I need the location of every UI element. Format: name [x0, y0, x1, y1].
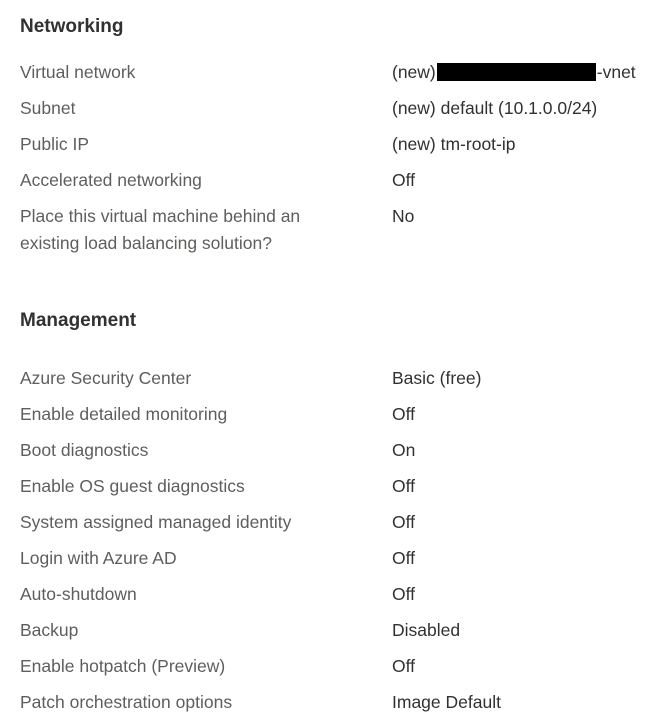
managed-identity-value: Off: [392, 512, 416, 532]
public-ip-label: Public IP: [20, 134, 90, 154]
accelerated-networking-value: Off: [392, 170, 416, 190]
networking-section: [20, 14, 657, 257]
os-guest-diagnostics-label: Enable OS guest diagnostics: [20, 476, 245, 496]
networking-heading: Networking: [20, 16, 124, 37]
load-balancing-row: [20, 203, 657, 257]
virtual-network-suffix: -vnet: [596, 62, 636, 82]
hotpatch-row: [20, 653, 657, 689]
load-balancing-value: No: [392, 206, 415, 226]
hotpatch-value: Off: [392, 656, 416, 676]
os-guest-diagnostics-row: [20, 473, 657, 509]
accelerated-networking-label: Accelerated networking: [20, 170, 202, 190]
subnet-row: [20, 95, 657, 131]
managed-identity-label: System assigned managed identity: [20, 512, 292, 532]
auto-shutdown-row: [20, 581, 657, 617]
virtual-network-label: Virtual network: [20, 62, 136, 82]
public-ip-row: [20, 131, 657, 167]
boot-diagnostics-label: Boot diagnostics: [20, 440, 149, 460]
backup-row: [20, 617, 657, 653]
patch-orchestration-label: Patch orchestration options: [20, 692, 233, 712]
virtual-network-value: [392, 59, 657, 95]
azure-security-center-label: Azure Security Center: [20, 368, 192, 388]
detailed-monitoring-row: [20, 401, 657, 437]
login-azure-ad-row: [20, 545, 657, 581]
management-heading: Management: [20, 310, 137, 331]
auto-shutdown-value: Off: [392, 584, 416, 604]
azure-security-center-value: Basic (free): [392, 368, 482, 388]
patch-orchestration-row: [20, 689, 657, 725]
detailed-monitoring-label: Enable detailed monitoring: [20, 404, 228, 424]
management-section: [20, 308, 657, 725]
login-azure-ad-value: Off: [392, 548, 416, 568]
managed-identity-row: [20, 509, 657, 545]
hotpatch-label: Enable hotpatch (Preview): [20, 656, 226, 676]
backup-value: Disabled: [392, 620, 461, 640]
boot-diagnostics-value: On: [392, 440, 416, 460]
public-ip-value: (new) tm-root-ip: [392, 134, 516, 154]
boot-diagnostics-row: [20, 437, 657, 473]
accelerated-networking-row: [20, 167, 657, 203]
os-guest-diagnostics-value: Off: [392, 476, 416, 496]
patch-orchestration-value: Image Default: [392, 692, 501, 712]
redacted-block: [437, 63, 596, 81]
azure-security-center-row: [20, 365, 657, 401]
load-balancing-label: Place this virtual machine behind an existing load balancing solution?: [20, 206, 301, 253]
virtual-network-prefix: (new): [392, 62, 436, 82]
detailed-monitoring-value: Off: [392, 404, 416, 424]
subnet-value: (new) default (10.1.0.0/24): [392, 98, 598, 118]
backup-label: Backup: [20, 620, 79, 640]
subnet-label: Subnet: [20, 98, 76, 118]
auto-shutdown-label: Auto-shutdown: [20, 584, 137, 604]
virtual-network-row: [20, 59, 657, 95]
login-azure-ad-label: Login with Azure AD: [20, 548, 177, 568]
